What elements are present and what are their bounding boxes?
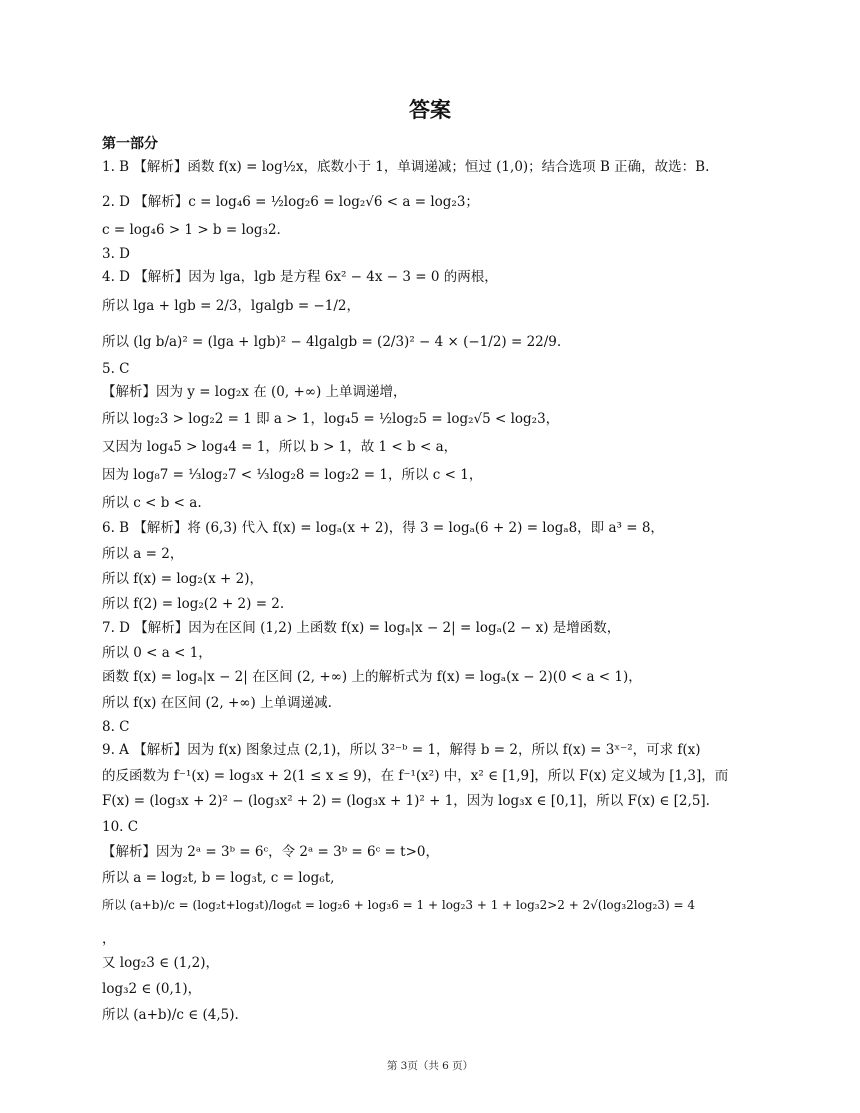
answer-line: 5. C	[102, 361, 130, 377]
answer-line: 6. B 【解析】将 (6,3) 代入 f(x) = logₐ(x + 2)，得 3 = logₐ(6 + 2) = logₐ8，即 a³ = 8，	[102, 520, 664, 536]
answer-line: 所以 (a+b)/c ∈ (4,5).	[102, 1007, 239, 1023]
answer-line: 10. C	[102, 819, 139, 835]
answer-line: 又因为 log₄5 > log₄4 = 1，所以 b > 1，故 1 < b < a，	[102, 439, 458, 455]
answer-line: 所以 f(2) = log₂(2 + 2) = 2.	[102, 596, 285, 612]
page-footer: 第 3页（共 6 页）	[386, 1060, 474, 1072]
page-title: 答案	[409, 98, 451, 122]
answer-line: ，	[102, 931, 116, 947]
answer-line: 所以 a = log₂t, b = log₃t, c = log₆t,	[102, 870, 335, 886]
answer-line: 所以 0 < a < 1，	[102, 645, 212, 661]
answer-line: log₃2 ∈ (0,1)，	[102, 981, 202, 997]
answer-line: F(x) = (log₃x + 2)² − (log₃x² + 2) = (log₃x + 1)² + 1，因为 log₃x ∈ [0,1]，所以 F(x) ∈ [2,5].	[102, 793, 710, 809]
answer-line: 所以 c < b < a.	[102, 495, 202, 511]
answer-line: 【解析】因为 y = log₂x 在 (0, +∞) 上单调递增，	[102, 384, 407, 400]
answer-line: 所以 (a+b)/c = (log₂t+log₃t)/log₆t = log₂6 + log₃6 = 1 + log₂3 + 1 + log₃2>2 + 2√(log₃2log₂3) = 4	[102, 898, 695, 912]
answer-line: 【解析】因为 2ᵃ = 3ᵇ = 6ᶜ，令 2ᵃ = 3ᵇ = 6ᶜ = t>0，	[102, 844, 439, 860]
answer-line: 3. D	[102, 246, 130, 262]
answer-line: 所以 (lg b/a)² = (lga + lgb)² − 4lgalgb = (2/3)² − 4 × (−1/2) = 22/9.	[102, 334, 562, 350]
answer-line: 所以 f(x) 在区间 (2, +∞) 上单调递减.	[102, 695, 332, 711]
section-heading: 第一部分	[102, 136, 158, 152]
answer-line: 7. D 【解析】因为在区间 (1,2) 上函数 f(x) = logₐ|x − 2| = logₐ(2 − x) 是增函数，	[102, 620, 621, 636]
answer-line: 4. D 【解析】因为 lga，lgb 是方程 6x² − 4x − 3 = 0 的两根，	[102, 269, 498, 285]
answer-line: 所以 lga + lgb = 2/3，lgalgb = −1/2，	[102, 298, 360, 314]
answer-line: c = log₄6 > 1 > b = log₃2.	[102, 222, 281, 238]
answer-line: 所以 a = 2，	[102, 546, 184, 562]
answer-line: 的反函数为 f⁻¹(x) = log₃x + 2(1 ≤ x ≤ 9)，在 f⁻¹(x²) 中，x² ∈ [1,9]，所以 F(x) 定义域为 [1,3]，而	[102, 768, 729, 784]
answer-line: 所以 log₂3 > log₂2 = 1 即 a > 1，log₄5 = ½log₂5 = log₂√5 < log₂3，	[102, 411, 560, 427]
answer-line: 1. B 【解析】函数 f(x) = log½x，底数小于 1，单调递减；恒过 (1,0)；结合选项 B 正确，故选：B.	[102, 159, 710, 175]
answer-line: 所以 f(x) = log₂(x + 2)，	[102, 571, 263, 587]
answer-line: 9. A 【解析】因为 f(x) 图象过点 (2,1)，所以 3²⁻ᵇ = 1，解得 b = 2，所以 f(x) = 3ˣ⁻²，可求 f(x)	[102, 742, 701, 758]
answer-line: 8. C	[102, 719, 130, 735]
answer-line: 因为 log₈7 = ⅓log₂7 < ⅓log₂8 = log₂2 = 1，所以 c < 1，	[102, 467, 483, 483]
answer-line: 函数 f(x) = logₐ|x − 2| 在区间 (2, +∞) 上的解析式为 f(x) = logₐ(x − 2)(0 < a < 1)，	[102, 669, 642, 685]
answer-line: 2. D 【解析】c = log₄6 = ½log₂6 = log₂√6 < a = log₂3；	[102, 194, 479, 210]
answer-line: 又 log₂3 ∈ (1,2)，	[102, 955, 219, 971]
